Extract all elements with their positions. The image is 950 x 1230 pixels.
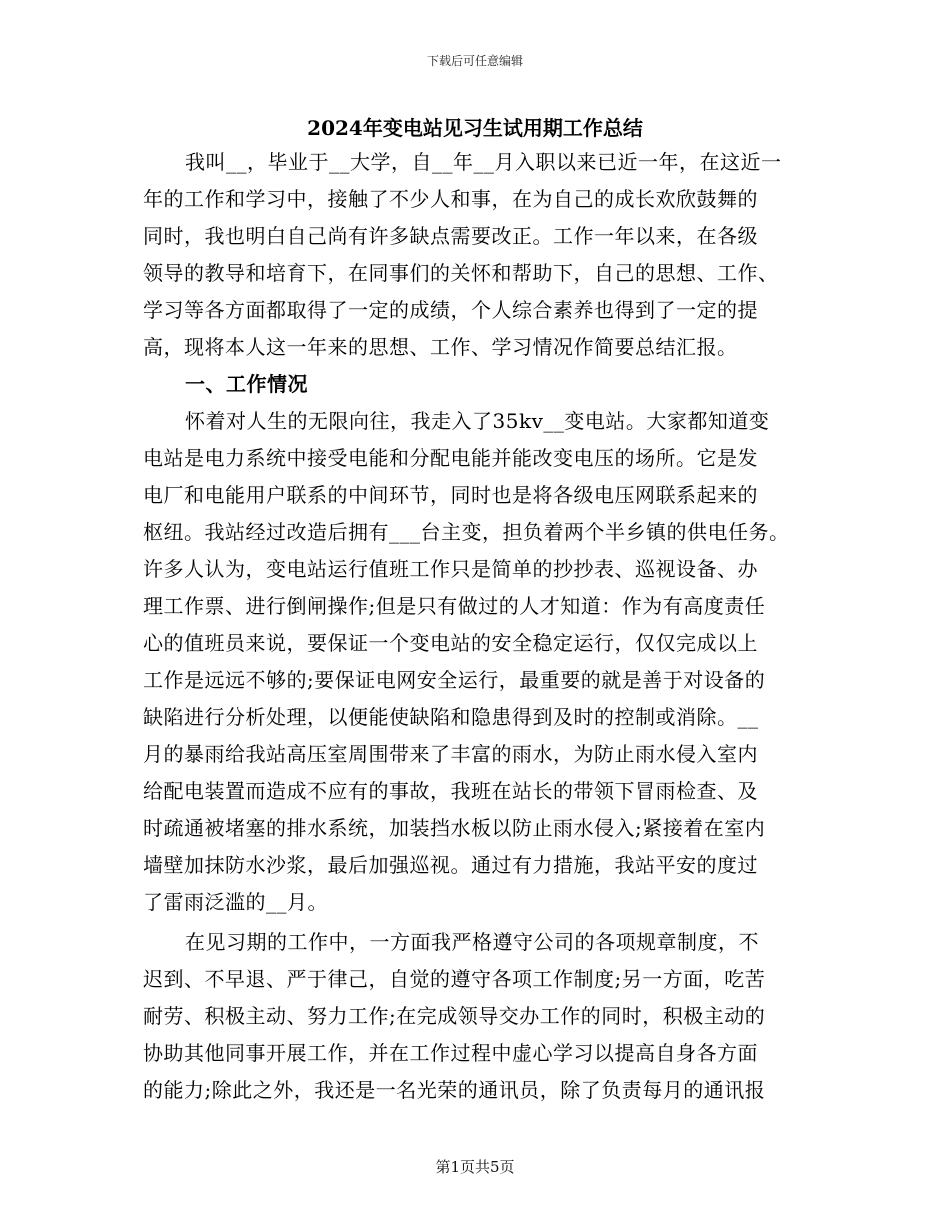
text-line: 月的暴雨给我站高压室周围带来了丰富的雨水，为防止雨水侵入室内 [143,742,758,766]
text-line: 迟到、不早退、严于律己，自觉的遵守各项工作制度;另一方面，吃苦 [143,967,766,991]
text-line: 同时，我也明白自己尚有许多缺点需要改正。工作一年以来，在各级 [143,224,758,248]
text-line: 年的工作和学习中，接触了不少人和事，在为自己的成长欢欣鼓舞的 [143,187,758,211]
page-number: 第1页共5页 [435,1158,515,1176]
text-line: 的能力;除此之外，我还是一名光荣的通讯员，除了负责每月的通讯报 [143,1078,766,1102]
paragraph-probation-work [143,924,815,1109]
text-line: 许多人认为，变电站运行值班工作只是简单的抄抄表、巡视设备、办 [143,557,758,581]
header-note: 下载后可任意编辑 [426,54,523,68]
text-line: 在见习期的工作中，一方面我严格遵守公司的各项规章制度，不 [185,930,759,954]
paragraph-work-situation [143,403,815,921]
text-line: 我叫__，毕业于__大学，自__年__月入职以来已近一年，在这近一 [185,150,782,174]
paragraph-intro [143,144,815,403]
text-line: 协助其他同事开展工作，并在工作过程中虚心学习以提高自身各方面 [143,1041,758,1065]
text-line: 工作是远远不够的;要保证电网安全运行，最重要的就是善于对设备的 [143,668,766,692]
text-line: 给配电装置而造成不应有的事故，我班在站长的带领下冒雨检查、及 [143,779,758,803]
text-line: 耐劳、积极主动、努力工作;在完成领导交办工作的同时，积极主动的 [143,1004,766,1028]
text-line: 心的值班员来说，要保证一个变电站的安全稳定运行，仅仅完成以上 [143,631,758,655]
text-line: 电站是电力系统中接受电能和分配电能并能改变电压的场所。它是发 [143,446,758,470]
text-line: 怀着对人生的无限向往，我走入了35kv__变电站。大家都知道变 [185,409,770,433]
text-line: 理工作票、进行倒闸操作;但是只有做过的人才知道：作为有高度责任 [143,594,766,618]
text-line: 枢纽。我站经过改造后拥有___台主变，担负着两个半乡镇的供电任务。 [143,520,790,544]
document-title: 2024年变电站见习生试用期工作总结 [307,116,643,140]
text-line: 高，现将本人这一年来的思想、工作、学习情况作简要总结汇报。 [143,335,738,359]
section-heading: 一、工作情况 [185,372,308,396]
text-line: 学习等各方面都取得了一定的成绩，个人综合素养也得到了一定的提 [143,298,758,322]
text-line: 电厂和电能用户联系的中间环节，同时也是将各级电压网联系起来的 [143,483,758,507]
text-line: 缺陷进行分析处理，以便能使缺陷和隐患得到及时的控制或消除。__ [143,705,759,729]
text-line: 墙壁加抹防水沙浆，最后加强巡视。通过有力措施，我站平安的度过 [143,853,758,877]
text-line: 时疏通被堵塞的排水系统，加装挡水板以防止雨水侵入;紧接着在室内 [143,816,766,840]
text-line: 领导的教导和培育下，在同事们的关怀和帮助下，自己的思想、工作、 [143,261,779,285]
text-line: 了雷雨泛滥的__月。 [143,890,328,914]
